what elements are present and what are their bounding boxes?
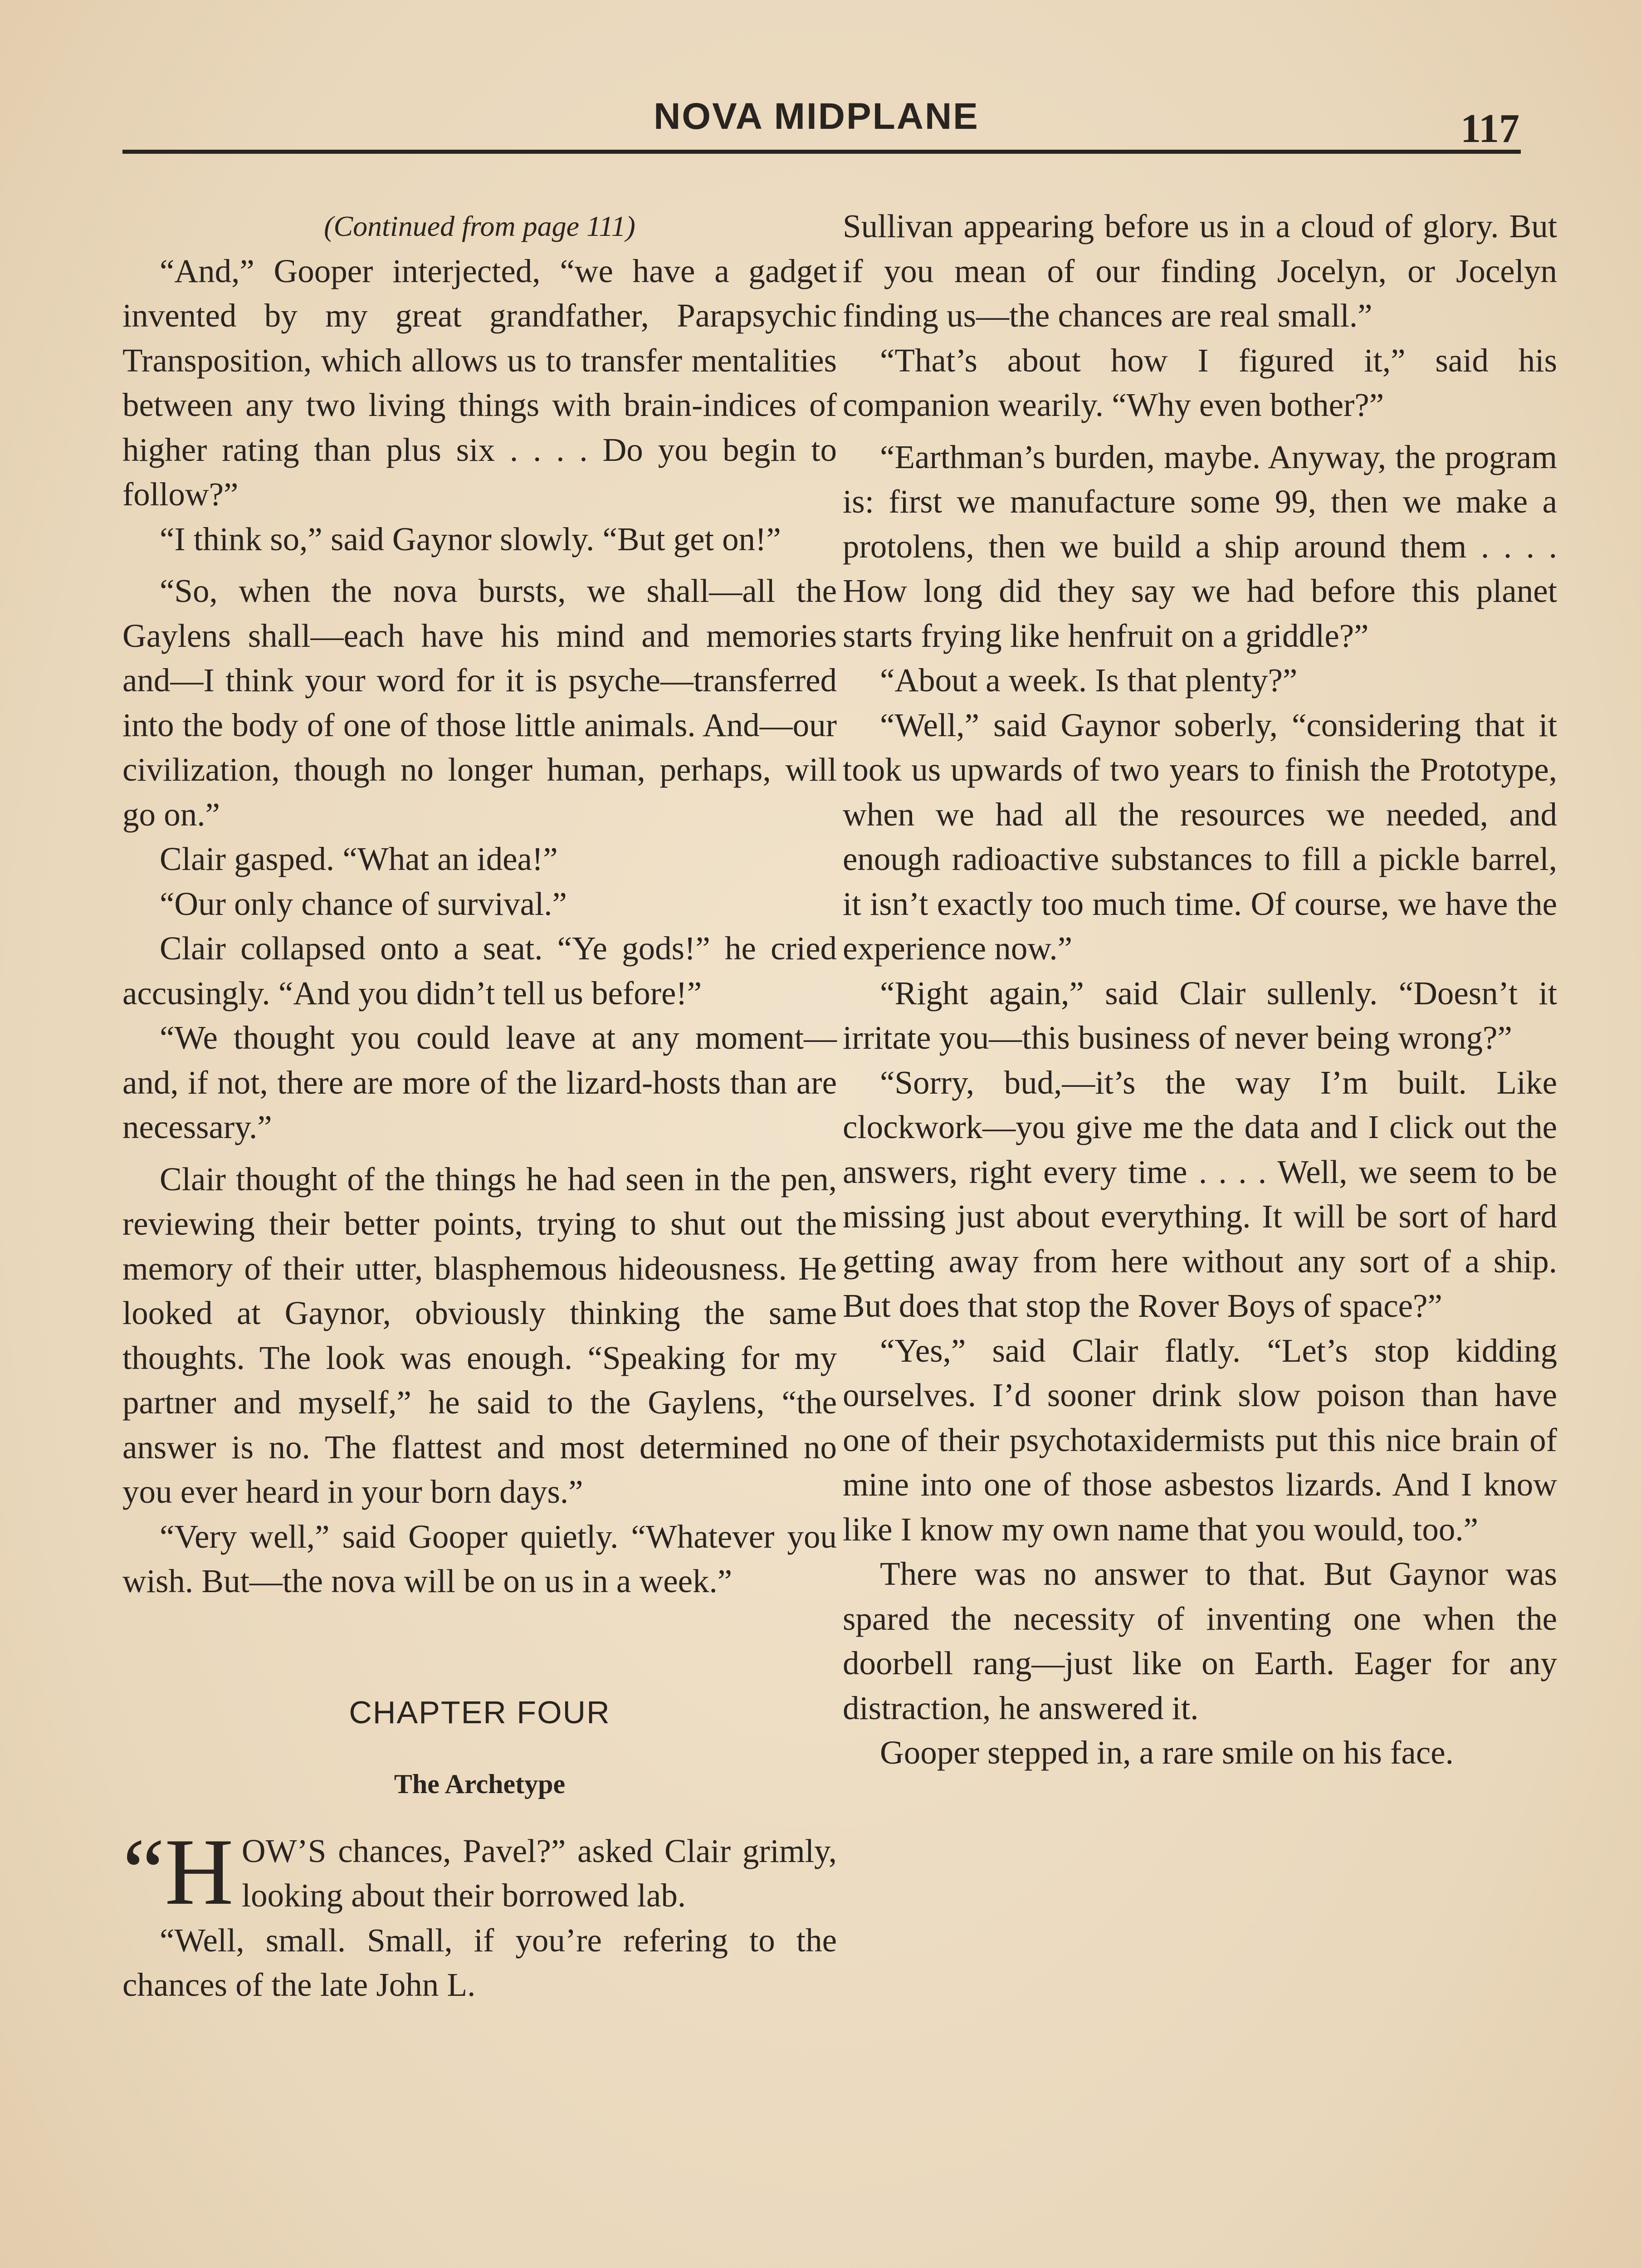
paragraph: Gooper stepped in, a rare smile on his face. xyxy=(880,1734,1454,1771)
continued-note: (Continued from page 111) xyxy=(324,210,635,242)
paragraph: Clair collapsed onto a seat. “Ye gods!” he cried accusingly. “And you didn’t tell us before!” xyxy=(122,930,837,1012)
paragraph: There was no answer to that. But Gaynor was spared the necessity of inventing one when the doorbell rang—just like on Earth. Eager for any distraction, he answered it. xyxy=(843,1555,1557,1726)
chapter-subtitle: The Archetype xyxy=(394,1769,566,1799)
paragraph: “Earthman’s burden, maybe. Anyway, the program is: first we manufacture some 99, then we make a protolens, then we build a ship around them . . . . How long did they say we had before this planet starts frying like henfruit on a griddle?” xyxy=(843,438,1557,654)
paragraph: “That’s about how I figured it,” said his companion wearily. “Why even bother?” xyxy=(843,342,1557,423)
header-rule xyxy=(122,150,1521,154)
paragraph: “Right again,” said Clair sullenly. “Doesn’t it irritate you—this business of never being wrong?” xyxy=(843,974,1557,1056)
paragraph: “Sorry, bud,—it’s the way I’m built. Like clockwork—you give me the data and I click out the answers, right every time . . . . Well, we seem to be missing just about everything. It will be sort of hard getting away from here without any sort of a ship. But does that stop the Rover Boys of space?” xyxy=(843,1064,1557,1324)
paragraph: “About a week. Is that plenty?” xyxy=(880,662,1298,699)
chapter-opening-text: OW’S chances, Pavel?” asked Clair grimly, looking about their borrowed lab. xyxy=(241,1832,837,1914)
paragraph: “Yes,” said Clair flatly. “Let’s stop kidding ourselves. I’d sooner drink slow poison than have one of their psychotaxidermists put this nice brain of mine into one of those asbestos lizards. And I know like I know my own name that you would, too.” xyxy=(843,1332,1557,1548)
page-number: 117 xyxy=(1460,106,1519,151)
paragraph: “Very well,” said Gooper quietly. “Whatever you wish. But—the nova will be on us in a week.” xyxy=(122,1518,837,1599)
right-column xyxy=(843,204,1557,1775)
running-header-title: NOVA MIDPLANE xyxy=(654,96,979,137)
drop-cap: “H xyxy=(122,1819,234,1925)
paragraph: “Our only chance of survival.” xyxy=(160,885,567,922)
paragraph: “Well, small. Small, if you’re refering to the chances of the late John L. xyxy=(122,1921,837,2003)
chapter-opening-paragraph xyxy=(122,1819,837,1925)
paragraph: “Well,” said Gaynor soberly, “considering that it took us upwards of two years to finish the Prototype, when we had all the resources we needed, and enough radioactive substances to fill a pickle barrel, it isn’t exactly too much time. Of course, we have the experience now.” xyxy=(843,706,1557,967)
paragraph: Clair gasped. “What an idea!” xyxy=(160,841,558,877)
paragraph: Sullivan appearing before us in a cloud of glory. But if you mean of our finding Jocelyn, or Jocelyn finding us—the chances are real small.” xyxy=(843,208,1557,334)
paragraph: “And,” Gooper interjected, “we have a gadget invented by my great grandfather, Parapsychic Transposition, which allows us to transfer mentalities between any two living things with brain-indices of higher rating than plus six . . . . Do you begin to follow?” xyxy=(122,252,837,513)
paragraph: “I think so,” said Gaynor slowly. “But get on!” xyxy=(160,520,781,557)
chapter-title: CHAPTER FOUR xyxy=(349,1694,610,1730)
left-column xyxy=(122,204,837,2008)
paragraph: Clair thought of the things he had seen in the pen, reviewing their better points, trying to shut out the memory of their utter, blasphemous hideousness. He looked at Gaynor, obviously thinking the same thoughts. The look was enough. “Speaking for my partner and myself,” he said to the Gaylens, “the answer is no. The flattest and most determined no you ever heard in your born days.” xyxy=(122,1160,837,1510)
paragraph: “We thought you could leave at any moment—and, if not, there are more of the lizard-hosts than are necessary.” xyxy=(122,1019,837,1145)
paragraph: “So, when the nova bursts, we shall—all the Gaylens shall—each have his mind and memories and—I think your word for it is psyche—transferred into the body of one of those little animals. And—our civilization, though no longer human, perhaps, will go on.” xyxy=(122,572,837,833)
